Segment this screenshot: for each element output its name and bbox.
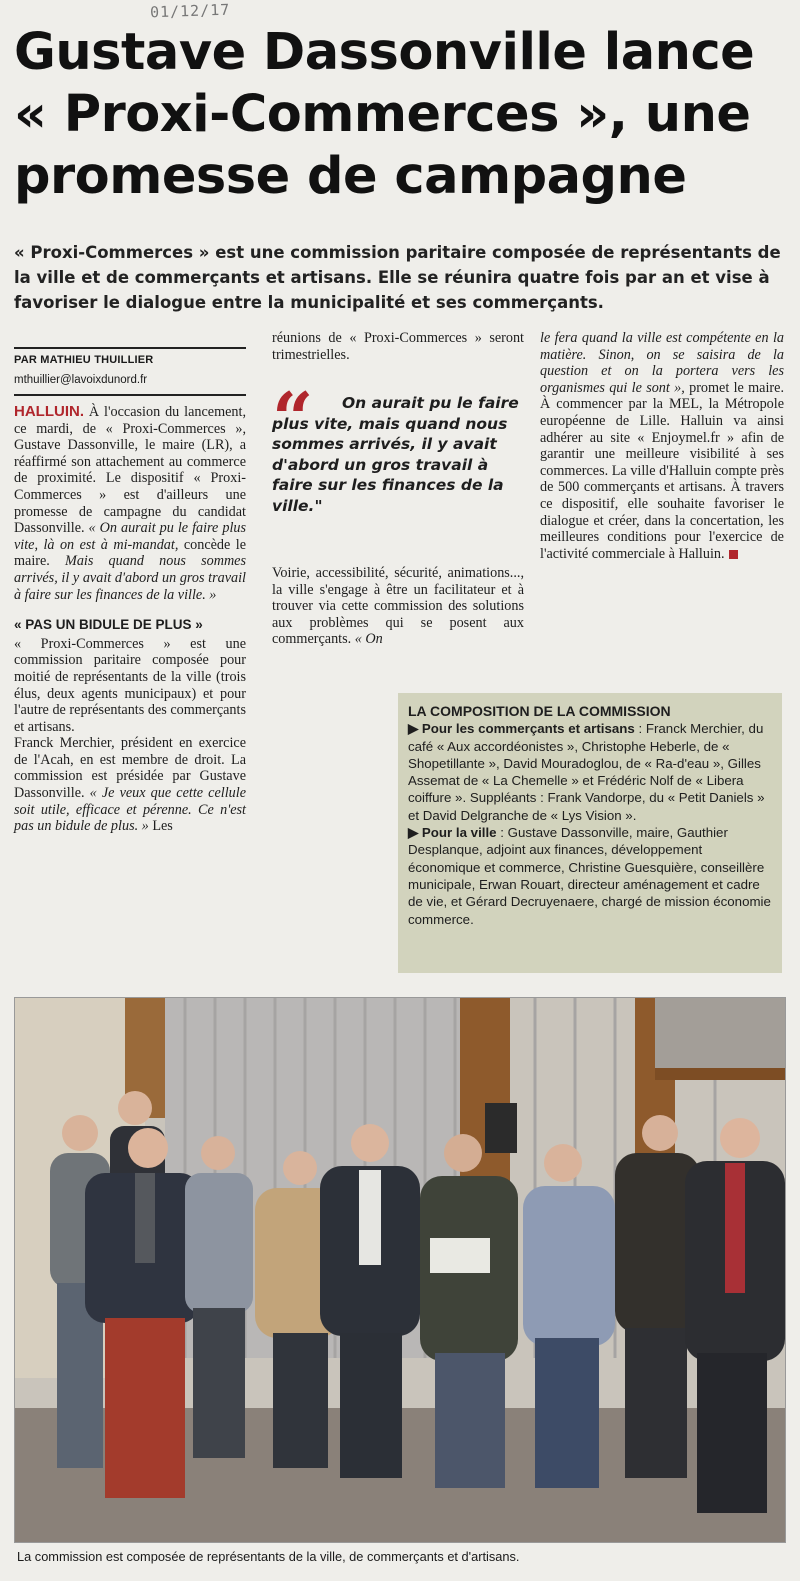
commission-composition-box [398,693,782,973]
article-column-2-continued [272,565,524,648]
byline-rule-bottom [14,394,246,396]
group-photo [14,997,786,1543]
pull-quote-text: On aurait pu le faire plus vite, mais quand nous sommes arrivés, il y avait d'abord un gros travail à faire sur les finances de la ville." [272,394,519,515]
pull-quote [272,376,524,516]
col2-paragraph-2: Voirie, accessibilité, sécurité, animations..., la ville s'engage à être un facilitateur et à trouver via cette commission des solutions aux problèmes qui se posent aux commerçants. « On [272,565,524,648]
col1-paragraph-2: « Proxi-Commerces » est une commission paritaire composée pour moitié de représentants de la ville (trois élus, deux agents municipaux) et pour l'autre de représentants des commerçants et artisans. [14,635,246,735]
box-section-city: ▶ Pour la ville : Gustave Dassonville, maire, Gauthier Desplanque, adjoint aux finances, développement économique et commerce, Christine Guesquière, conseillère municipale, Erwan Rouart, directeur aménagement et cadre de vie, et Gérard Decruyenaere, chargé de mission économie commerce. [408,825,771,927]
article-column-3 [540,330,784,562]
article-column-1 [14,404,246,835]
group-photo-illustration [15,998,785,1542]
headline: Gustave Dassonville lance « Proxi-Commerces », une promesse de campagne [14,23,755,206]
box-title: LA COMPOSITION DE LA COMMISSION [408,703,671,719]
handwritten-date: 01/12/17 [149,0,231,22]
dateline-city: HALLUIN. [14,403,84,420]
col1-paragraph-1: HALLUIN. À l'occasion du lancement, ce mardi, de « Proxi-Commerces », Gustave Dassonville, le maire (LR), a réaffirmé son attachement au commerce de proximité. Le dispositif « Proxi-Commerces » est d'ailleurs une promesse de campagne du candidat Dassonville. « On aurait pu le faire plus vite, là on est à mi-mandat, concède le maire. Mais quand nous sommes arrivés, il y avait d'abord un gros travail à faire sur les finances de la ville. » [14,403,247,603]
col3-paragraph-1: le fera quand la ville est compétente en la matière. Sinon, on se saisira de la question et on la portera vers les organismes qui le sont », promet le maire. À commencer par la MEL, la Métropole européenne de Lille. Halluin va ainsi adhérer au site « Enjoymel.fr » afin de garantir une meilleure visibilité à ses commerces. La ville d'Halluin compte près de 500 commerçants et artisans. À travers ce dispositif, elle souhaite favoriser le dialogue et créer, dans la concertation, les meilleures conditions pour l'exercice de l'activité commerciale à Halluin. [540,330,784,562]
lead-paragraph: « Proxi-Commerces » est une commission paritaire composée de représentants de la ville et de commerçants et artisans. Elle se réunira quatre fois par an et vise à favoriser le dialogue entre la municipalité et ses commerçants. [14,243,781,312]
byline-author: PAR MATHIEU THUILLIER [14,354,154,366]
box-section-merchants: ▶ Pour les commerçants et artisans : Franck Merchier, du café « Aux accordéonistes », Christophe Heberle, de « Shopetillante », David Mouradoglou, de « Ra-d'eau », Gilles Assemat de « La Chemelle » et Frédéric Nolf de « Libera coiffure ». Suppléants : Frank Vandorpe, du « Petit Daniels » et David Delgranche de « Lys Vision ». [408,721,765,823]
col1-paragraph-3: Franck Merchier, président en exercice de l'Acah, en est membre de droit. La commission est présidée par Gustave Dassonville. « Je veux que cette cellule soit utile, efficace et pérenne. Ce n'est pas un bidule de plus. » Les [14,735,246,835]
article-column-2 [272,330,524,363]
quote-mark-icon: “ [272,376,314,461]
byline-rule-top [14,347,246,349]
subheading: « PAS UN BIDULE DE PLUS » [14,617,203,633]
col2-paragraph-1: réunions de « Proxi-Commerces » seront trimestrielles. [272,330,524,363]
photo-caption: La commission est composée de représentants de la ville, de commerçants et d'artisans. [17,1549,520,1564]
byline-email[interactable]: mthuillier@lavoixdunord.fr [14,374,148,386]
end-mark-icon [729,550,738,559]
